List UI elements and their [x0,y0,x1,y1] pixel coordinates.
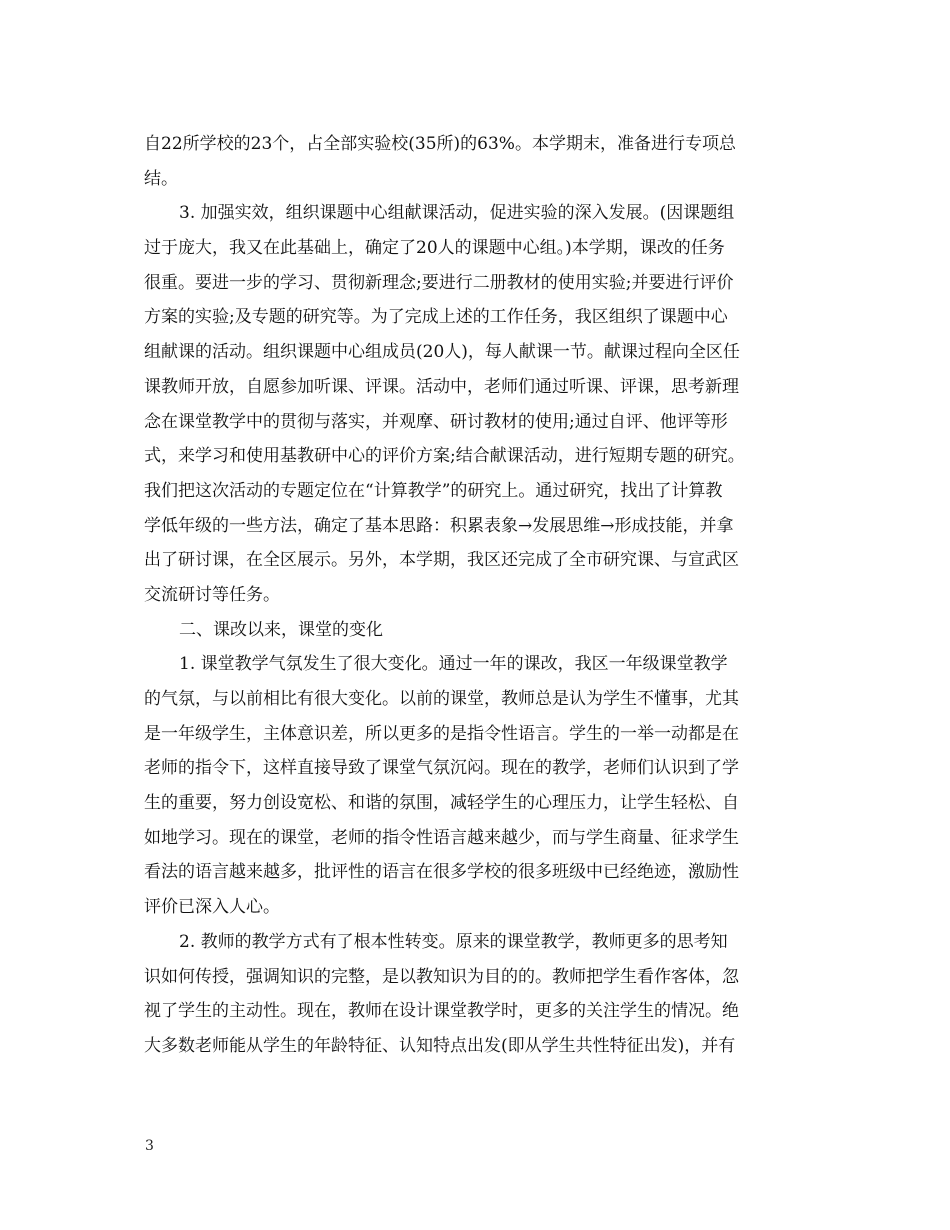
text-line: 视了学生的主动性。现在，教师在设计课堂教学时，更多的关注学生的情况。绝 [144,1001,739,1022]
text-line: 我们把这次活动的专题定位在“计算教学”的研究上。通过研究，找出了计算教 [144,480,723,501]
text-line: 是一年级学生，主体意识差，所以更多的是指令性语言。学生的一举一动都是在 [144,723,739,744]
text-line: 识如何传授，强调知识的完整，是以教知识为目的的。教师把学生看作客体，忽 [144,966,739,987]
section-heading: 二、课改以来，课堂的变化 [179,619,383,640]
text-line: 学低年级的一些方法，确定了基本思路：积累表象→发展思维→形成技能，并拿 [144,515,734,536]
paragraph-start-line: 1. 课堂教学气氛发生了很大变化。通过一年的课改，我区一年级课堂教学 [179,654,728,675]
text-line: 式，来学习和使用基教研中心的评价方案;结合献课活动，进行短期专题的研究。 [144,446,745,467]
text-line: 大多数老师能从学生的年龄特征、认知特点出发(即从学生共性特征出发)，并有 [144,1035,736,1056]
text-line: 生的重要，努力创设宽松、和谐的氛围，减轻学生的心理压力，让学生轻松、自 [144,793,739,814]
text-line: 方案的实验;及专题的研究等。为了完成上述的工作任务，我区组织了课题中心 [144,307,728,328]
text-line: 出了研讨课，在全区展示。另外，本学期，我区还完成了全市研究课、与宣武区 [144,550,739,571]
text-line: 看法的语言越来越多，批评性的语言在很多学校的很多班级中已经绝迹，激励性 [144,862,739,883]
paragraph-start-line: 3. 加强实效，组织课题中心组献课活动，促进实验的深入发展。(因课题组 [179,203,735,224]
text-line: 老师的指令下，这样直接导致了课堂气氛沉闷。现在的教学，老师们认识到了学 [144,758,739,779]
text-line: 评价已深入人心。 [144,897,280,918]
text-line: 过于庞大，我又在此基础上，确定了20人的课题中心组。)本学期，课改的任务 [144,238,725,259]
text-line: 如地学习。现在的课堂，老师的指令性语言越来越少，而与学生商量、征求学生 [144,827,739,848]
text-line: 很重。要进一步的学习、贯彻新理念;要进行二册教材的使用实验;并要进行评价 [144,272,734,293]
text-line: 的气氛，与以前相比有很大变化。以前的课堂，教师总是认为学生不懂事，尤其 [144,689,739,709]
text-line: 自22所学校的23个，占全部实验校(35所)的63%。本学期末，准备进行专项总 [144,134,736,154]
text-line: 念在课堂教学中的贯彻与落实，并观摩、研讨教材的使用;通过自评、他评等形 [144,411,728,432]
text-line: 组献课的活动。组织课题中心组成员(20人)，每人献课一节。献课过程向全区任 [144,342,740,363]
document-body [144,127,805,1064]
text-line: 结。 [144,168,178,189]
text-line: 课教师开放，自愿参加听课、评课。活动中，老师们通过听课、评课，思考新理 [144,376,739,397]
paragraph-start-line: 2. 教师的教学方式有了根本性转变。原来的课堂教学，教师更多的思考知 [179,931,728,952]
text-line: 交流研讨等任务。 [144,584,280,605]
page-number: 3 [145,1138,154,1154]
